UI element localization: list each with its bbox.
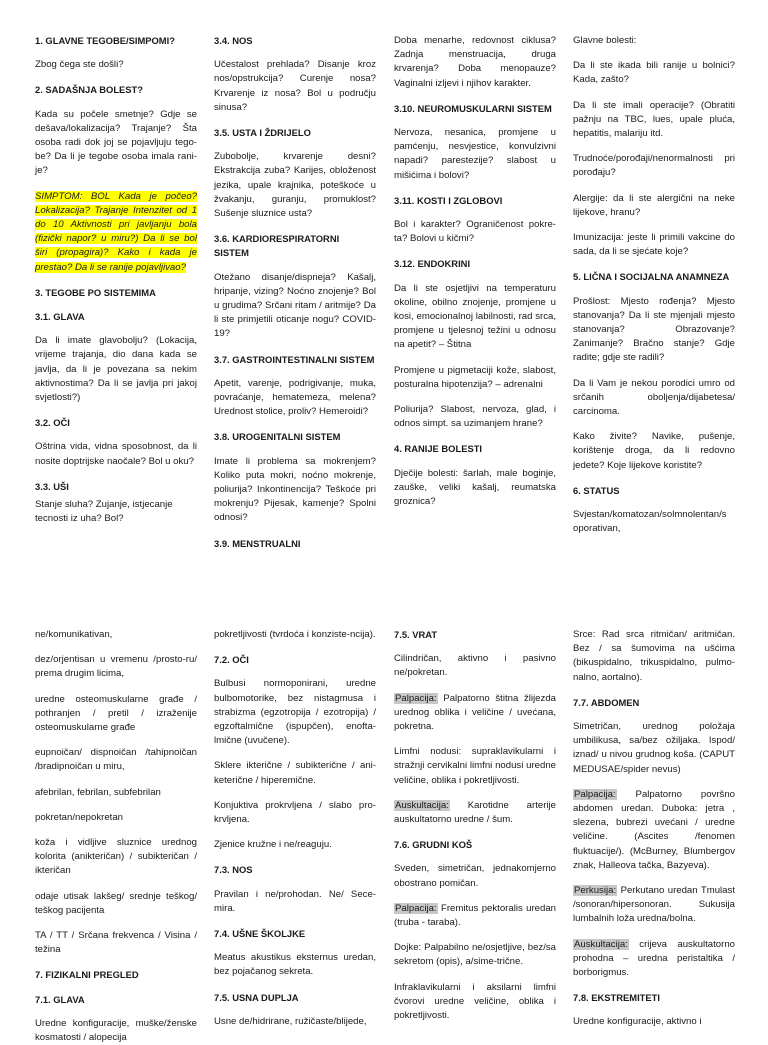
paragraph: Infraklavikularni i aksilarni limfni čvorovi uredne veličine, oblika i pokretljivosti. — [394, 981, 556, 1022]
subsection-heading: 7.4. UŠNE ŠKOLJKE — [214, 928, 306, 940]
column-3 — [394, 34, 556, 594]
subsection-heading: 3.9. MENSTRUALNI — [214, 537, 301, 549]
paragraph: pokretljivosti (tvrdoća i konziste-ncija). — [214, 629, 376, 640]
paragraph: Zbog čega ste došli? — [35, 59, 124, 71]
paragraph: Sklere ikterične / subikterične / ani-keterične / hiperemične. — [214, 760, 376, 786]
paragraph-text: Palpatorno štitna žlijezda urednog oblika i veličine / uvećana, pokretna. — [394, 692, 556, 733]
paragraph-text: crijeva auskultatorno prohodna – uredna peristaltika / borborigmus. — [573, 938, 735, 979]
paragraph-percussion — [573, 884, 735, 927]
paragraph: dez/orjentisan u vremenu /prosto-ru/ prema drugim licima, — [35, 654, 197, 680]
paragraph: Promjene u pigmetaciji kože, slabost, posturalna hipotenzija? – adrenalni — [394, 364, 556, 390]
paragraph: Doba menarhe, redovnost ciklusa? Zadnja menstruacija, druga krvarenja? Doba menopauze? Vaginalni izljevi i njihov karakter. — [394, 35, 556, 89]
paragraph: Simetričan, urednog položaja umbilikusa, sa/bez ožiljaka. Ispod/ iznad/ u nivou grudnog koša. (CAPUT MEDUSAE/spider nevus) — [573, 721, 735, 775]
paragraph: koža i vidljive sluznice urednog kolorita (anikteričan) / subikteričan / ikteričan — [35, 837, 197, 877]
palpation-label: Palpacija: — [395, 692, 437, 704]
section-heading: 6. STATUS — [573, 484, 620, 496]
paragraph: Prošlost: Mjesto rođenja? Mjesto stanovanja? Da li ste mjenjali mjesto stanovanja? Obrazovanje? Zanimanje? Bračno stanje? Gdje radite; gdje ste radili? — [573, 295, 735, 364]
section-heading: 3. TEGOBE PO SISTEMIMA — [35, 286, 156, 298]
subsection-heading: 3.10. NEUROMUSKULARNI SISTEM — [394, 102, 552, 114]
paragraph: Da li ste ikada bili ranije u bolnici? Kada, zašto? — [573, 60, 735, 86]
paragraph-text: Fremitus pektoralis uredan (truba - taraba). — [394, 902, 557, 929]
paragraph: Uredne konfiguracije, aktivno i — [573, 1016, 702, 1028]
subsection-heading: 7.8. EKSTREMITETI — [573, 992, 660, 1004]
paragraph-palpation — [394, 902, 556, 930]
subsection-heading: 3.4. NOS — [214, 35, 253, 46]
paragraph: Dječije bolesti: šarlah, male boginje, zauške, veliki kašalj, reumatska groznica? — [394, 467, 556, 508]
paragraph: Stanje sluha? Zujanje, istjecanje tecnosti iz uha? Bol? — [35, 499, 173, 525]
paragraph-palpation — [394, 692, 556, 735]
subsection-heading: 3.1. GLAVA — [35, 311, 85, 323]
paragraph: Glavne bolesti: — [573, 35, 637, 46]
paragraph: Zjenice kružne i ne/reaguju. — [214, 839, 332, 851]
section-heading: 2. SADAŠNJA BOLEST? — [35, 84, 143, 96]
paragraph: Da li Vam je nekou porodici umro od srčanih oboljenja/dijabetesa/ carcinoma. — [573, 377, 735, 418]
paragraph: odaje utisak lakšeg/ srednje teškog/ teškog pacijenta — [35, 890, 197, 916]
paragraph: Pravilan i ne/prohodan. Ne/ Sece-mira. — [214, 888, 376, 914]
paragraph: Srce: Rad srca ritmičan/ aritmičan. Bez / sa šumovima na ušćima (bikuspidalno, trikuspidalno, pulmo-nalno, aortalno). — [573, 629, 735, 683]
paragraph-auscultation — [394, 799, 556, 827]
column-1 — [35, 34, 197, 594]
paragraph: Zubobolje, krvarenje desni? Ekstrakcija zuba? Karijes, obloženost jezika, upale krajnika, poteškoće u žvakanju, guranju, promuklost? Sušenje sluznice usta? — [214, 151, 376, 220]
paragraph: eupnoičan/ dispnoičan /tahipnoičan /bradipnoičan u miru, — [35, 747, 197, 773]
subsection-heading: 3.2. OČI — [35, 417, 70, 429]
subsection-heading: 7.5. VRAT — [394, 629, 438, 640]
paragraph: Kako živite? Navike, pušenje, korištenje droga, da li redovno jedete? Koje lijekove koristite? — [573, 431, 735, 471]
subsection-heading: 7.6. GRUDNI KOŠ — [394, 839, 473, 851]
paragraph: Imunizacija: jeste li primili vakcine do sada, da li se sjećate koje? — [573, 232, 735, 258]
column-4 — [573, 628, 736, 1028]
column-3 — [394, 628, 556, 1024]
paragraph-auscultation — [573, 938, 735, 981]
subsection-heading: 7.3. NOS — [214, 864, 253, 876]
subsection-heading: 3.3. UŠI — [35, 480, 69, 492]
paragraph: Limfni nodusi: supraklavikularni i stražnji cervikalni limfni nodusi uredne veličine, oblika i pokretljivosti. — [394, 746, 556, 786]
column-1 — [35, 628, 197, 1044]
section-heading: 1. GLAVNE TEGOBE/SIMPOMI? — [35, 35, 175, 46]
paragraph: Da li ste osjetljivi na temperaturu okoline, obilno znojenje, promjene u kosi, emocionalnoj labilnosti, rad srca, promjene u tjelesnoj težini u odnosu na apetit? – Štitna — [394, 282, 556, 351]
paragraph: Da li ste imali operacije? (Obratiti pažnju na TBC, lues, upale pluća, hepatitis, malariju itd. — [573, 99, 735, 140]
auscultation-label: Auskultacija: — [574, 938, 628, 950]
paragraph: Sveden, simetričan, jednakomjerno obostrano pomičan. — [394, 863, 556, 889]
subsection-heading: 7.2. OČI — [214, 654, 249, 666]
subsection-heading: 3.11. KOSTI I ZGLOBOVI — [394, 194, 503, 206]
paragraph: Apetit, varenje, podrigivanje, muka, povraćanje, hematemeza, melena? Urednost stolice, proliv? Hemeroidi? — [214, 377, 376, 418]
paragraph: Učestalost prehlada? Disanje kroz nos/opstrukcija? Curenje nosa? Krvarenje iz nosa? Bol u području sinusa? — [214, 59, 376, 113]
section-heading: 4. RANIJE BOLESTI — [394, 443, 483, 455]
paragraph: Bulbusi normoponirani, uredne bulbomotorike, bez nistagmusa i strabizma (egzotropija / ezotropija) / egzoftalmične (ispupčen), enofta-lmične (uvučene). — [214, 678, 376, 747]
paragraph: Usne de/hidrirane, ružičaste/blijede, — [214, 1015, 367, 1027]
paragraph: Imate li problema sa mokrenjem? Koliko puta mokri, noćno mokrenje, poliurija? Inkontinencija? Teškoće pri mokrenju? Pijesak, kamenje? Spolni odnosi? — [214, 455, 376, 524]
percussion-label: Perkusija: — [574, 885, 617, 897]
paragraph: Trudnoće/porođaji/nenormalnosti pri porođaju? — [573, 153, 735, 179]
paragraph: Cilindričan, aktivno i pasivno ne/pokretan. — [394, 653, 556, 679]
paragraph: Oštrina vida, vidna sposobnost, da li nosite doptrijske naočale? Bol u oku? — [35, 441, 197, 467]
subsection-heading: 3.7. GASTROINTESTINALNI SISTEM — [214, 353, 375, 365]
section-heading: 5. LIČNA I SOCIJALNA ANAMNEZA — [573, 271, 730, 283]
highlighted-symptom-note — [35, 190, 197, 275]
subsection-heading: 3.5. USTA I ŽDRIJELO — [214, 127, 311, 139]
paragraph: Konjuktiva prokrvljena / slabo pro-krvljena. — [214, 799, 376, 826]
paragraph-text: Perkutano uredan Tmulast /sonoran/hipersonoran. Sukusija lumbalnih loža uredna/bolna. — [573, 885, 735, 925]
subsection-heading: 3.12. ENDOKRINI — [394, 258, 471, 270]
subsection-heading: 3.6. KARDIORESPIRATORNI SISTEM — [214, 233, 340, 259]
paragraph-text: Karotidne arterije auskultatorno uredne / šum. — [394, 799, 556, 826]
paragraph: Da li imate glavobolju? (Lokacija, vrijeme trajanja, dio dana kada se javlja, da li je povezana sa nekim aktivnostima? Da li se javlja pri jakoj svjetlosti?) — [35, 335, 197, 404]
paragraph: ne/komunikativan, — [35, 629, 113, 640]
column-4 — [573, 34, 735, 594]
paragraph: Bol i karakter? Ograničenost pokre-ta? Bolovi u kičmi? — [394, 219, 556, 245]
paragraph: afebrilan, febrilan, subfebrilan — [35, 786, 161, 798]
paragraph: Dojke: Palpabilno ne/osjetljive, bez/sa sekretom (opis), a/sime-trične. — [394, 942, 556, 968]
column-2 — [214, 34, 376, 594]
paragraph: Meatus akustikus eksternus uredan, bez pojačanog sekreta. — [214, 952, 376, 978]
subsection-heading: 7.1. GLAVA — [35, 993, 85, 1005]
paragraph: Poliurija? Slabost, nervoza, glad, i odnos simpt. sa uzimanjem hrane? — [394, 404, 556, 430]
paragraph: TA / TT / Srčana frekvenca / Visina / težina — [35, 930, 197, 956]
paragraph: Svjestan/komatozan/solmnolentan/s oporativan, — [573, 509, 727, 535]
paragraph: Kada su počele smetnje? Gdje se dešava/lokalizacija? Trajanje? Šta osoba radi dok joj se pojavljuju tego-be? Da li je tegobe osoba imala rani-je? — [35, 108, 197, 177]
palpation-label: Palpacija: — [395, 902, 437, 914]
page-bottom-half — [0, 600, 768, 1044]
highlight-text: SIMPTOM: BOL Kada je počeo? Lokalizacija? Trajanje Intenzitet od 1 do 10 Aktivnosti pri javljanju bola (fizički napor? u miru?) Da li se bol širi (propagira)? Kako i kada je prestao? Da li se ranije pojavljivao? — [35, 190, 197, 273]
paragraph: Uredne konfiguracije, muške/ženske kosmatosti / alopecija — [35, 1017, 197, 1044]
subsection-heading: 3.8. UROGENITALNI SISTEM — [214, 431, 341, 443]
column-2 — [214, 628, 376, 1027]
subsection-heading: 7.7. ABDOMEN — [573, 696, 640, 708]
paragraph-text: Palpatorno površno abdomen uredan. Duboka: jetra , slezena, bubrezi uvećani / uredne veličine. (Ascites /fenomen fluktuacije/). (McBurney, Blumbergov znak, Halleova tačka, Bazyeva). — [573, 788, 736, 871]
paragraph-palpation — [573, 788, 735, 873]
paragraph: Otežano disanje/dispneja? Kašalj, hripanje, vizing? Noćno znojenje? Bol u grudima? Srčani ritam / aritmije? Da li ste primjetili oticanje nogu? COVID-19? — [214, 271, 376, 340]
auscultation-label: Auskultacija: — [395, 799, 449, 811]
palpation-label: Palpacija: — [574, 788, 616, 800]
paragraph: Alergije: da li ste alergični na neke lijekove, hranu? — [573, 192, 735, 218]
subsection-heading: 7.5. USNA DUPLJA — [214, 991, 299, 1003]
paragraph: uredne osteomuskularne građe / pothranjen / pretil / izraženije osteomuskularne građe — [35, 693, 197, 734]
section-heading: 7. FIZIKALNI PREGLED — [35, 969, 139, 981]
paragraph: pokretan/nepokretan — [35, 811, 124, 823]
paragraph: Nervoza, nesanica, promjene u pamćenju, nesvjestice, konvulzivni napadi? parestezije? slabost u mišićima i bolovi? — [394, 127, 556, 181]
